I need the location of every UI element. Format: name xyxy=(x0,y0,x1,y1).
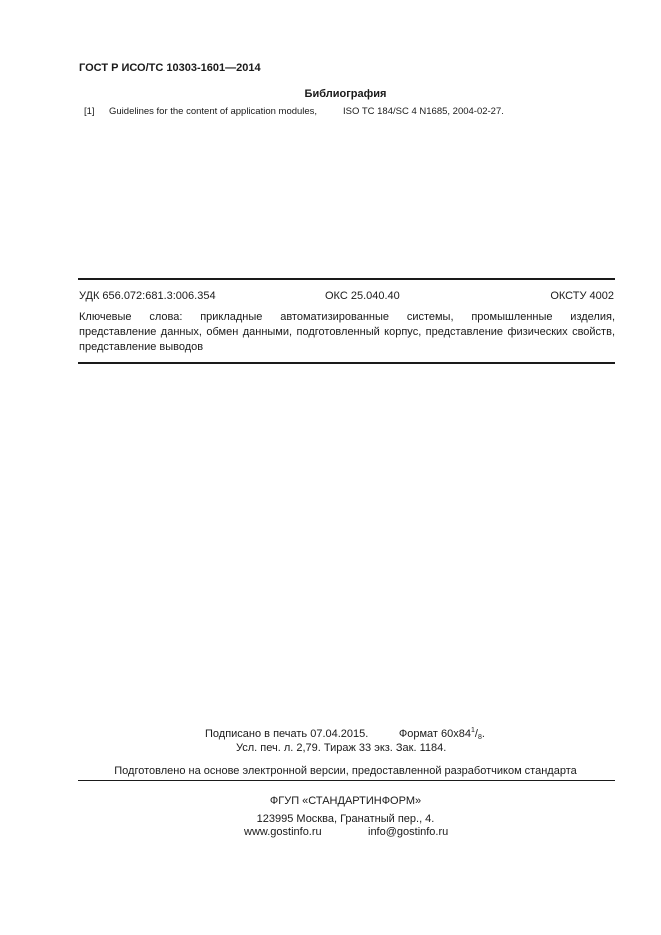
format-denominator: 8 xyxy=(477,734,482,741)
publisher-name: ФГУП «СТАНДАРТИНФОРМ» xyxy=(269,795,422,807)
keywords-line: представление данных, обмен данными, подготовленный корпус, представление физических свойств, xyxy=(79,326,615,338)
okstu-code: ОКСТУ 4002 xyxy=(550,290,614,302)
bottom-divider xyxy=(78,362,615,364)
oks-code: ОКС 25.040.40 xyxy=(325,290,400,302)
publisher-email[interactable]: info@gostinfo.ru xyxy=(368,826,449,838)
keywords-line: Ключевые слова: прикладные автоматизированные системы, промышленные изделия, xyxy=(79,311,615,323)
format-end: . xyxy=(481,728,485,740)
keywords-block xyxy=(79,310,615,355)
publisher-address: 123995 Москва, Гранатный пер., 4. xyxy=(256,813,435,825)
format-numerator: 1 xyxy=(471,727,475,734)
keywords-line: представление выводов xyxy=(79,341,204,353)
publisher-website[interactable]: www.gostinfo.ru xyxy=(244,826,322,838)
print-signed-line: Подписано в печать 07.04.2015. Формат $60x84^1/_8$. xyxy=(205,727,485,741)
reference-source: ISO TC 184/SC 4 N1685, 2004-02-27. xyxy=(343,106,504,117)
paper-format: Формат 60x84 xyxy=(398,728,471,740)
top-divider xyxy=(78,278,615,280)
udk-code: УДК 656.072:681.3:006.354 xyxy=(79,290,216,302)
reference-title: Guidelines for the content of application modules, xyxy=(109,106,318,117)
imprint-divider xyxy=(78,780,615,781)
standard-header: ГОСТ Р ИСО/ТС 10303-1601—2014 xyxy=(79,62,261,74)
signed-date: Подписано в печать 07.04.2015. xyxy=(205,728,369,740)
reference-number: [1] xyxy=(84,106,95,117)
prepared-note: Подготовлено на основе электронной версии, предоставленной разработчиком стандарта xyxy=(114,765,577,777)
print-details-line: Усл. печ. л. 2,79. Тираж 33 экз. Зак. 1184. xyxy=(236,742,447,754)
bibliography-title: Библиография xyxy=(304,88,387,100)
